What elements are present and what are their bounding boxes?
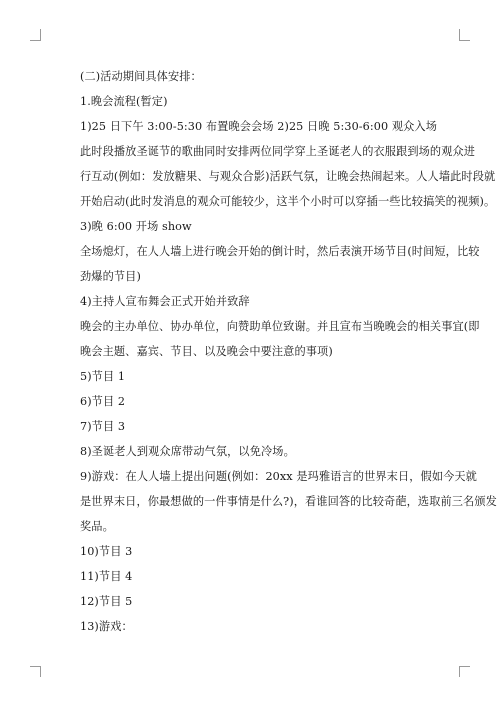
paragraph-line: 行互动(例如：发放糖果、与观众合影)活跃气氛，让晚会热闹起来。人人墙此时段就 [80, 170, 496, 183]
crop-mark-bottom-left-v [40, 666, 41, 677]
crop-mark-top-right-v [459, 29, 460, 40]
schedule-item-7: 7)节目 3 [80, 420, 126, 433]
paragraph-line: 开始启动(此时发消息的观众可能较少，这半个小时可以穿插一些比较搞笑的视频)。 [80, 195, 496, 208]
schedule-item-6: 6)节目 2 [80, 395, 126, 408]
schedule-item-4: 4)主持人宣布舞会正式开始并致辞 [80, 295, 250, 308]
subheading-program-flow: 1.晚会流程(暂定) [80, 95, 168, 108]
paragraph-line: 是世界末日，你最想做的一件事情是什么?)，看谁回答的比较奇葩，选取前三名颁发 [80, 495, 497, 508]
schedule-item-11: 11)节目 4 [80, 570, 133, 583]
schedule-item-3: 3)晚 6:00 开场 show [80, 220, 192, 233]
paragraph-line: 晚会主题、嘉宾、节目、以及晚会中要注意的事项) [80, 345, 333, 358]
crop-mark-top-left-v [40, 29, 41, 40]
crop-mark-top-right-h [459, 40, 470, 41]
crop-mark-bottom-right-h [459, 666, 470, 667]
paragraph-line: 此时段播放圣诞节的歌曲同时安排两位同学穿上圣诞老人的衣服跟到场的观众进 [80, 145, 476, 158]
paragraph-line: 全场熄灯，在人人墙上进行晚会开始的倒计时，然后表演开场节目(时间短，比较 [80, 245, 480, 258]
paragraph-line: 晚会的主办单位、协办单位，向赞助单位致谢。并且宣布当晚晚会的相关事宜(即 [80, 320, 480, 333]
schedule-item-8: 8)圣诞老人到观众席带动气氛，以免冷场。 [80, 445, 295, 458]
section-heading: (二)活动期间具体安排： [80, 70, 202, 83]
schedule-item-5: 5)节目 1 [80, 370, 126, 383]
paragraph-line: 奖品。 [80, 520, 114, 533]
schedule-item-10: 10)节目 3 [80, 545, 133, 558]
schedule-item-13: 13)游戏： [80, 620, 133, 633]
crop-mark-bottom-right-v [459, 666, 460, 677]
schedule-item-12: 12)节目 5 [80, 595, 133, 608]
paragraph-line: 劲爆的节目) [80, 270, 141, 283]
schedule-item-9: 9)游戏：在人人墙上提出问题(例如：20xx 是玛雅语言的世界末日，假如今天就 [80, 470, 477, 483]
crop-mark-top-left-h [30, 40, 41, 41]
schedule-item-1-2: 1)25 日下午 3:00-5:30 布置晚会会场 2)25 日晚 5:30-6:00 观众入场 [80, 120, 437, 133]
document-body [80, 64, 497, 639]
